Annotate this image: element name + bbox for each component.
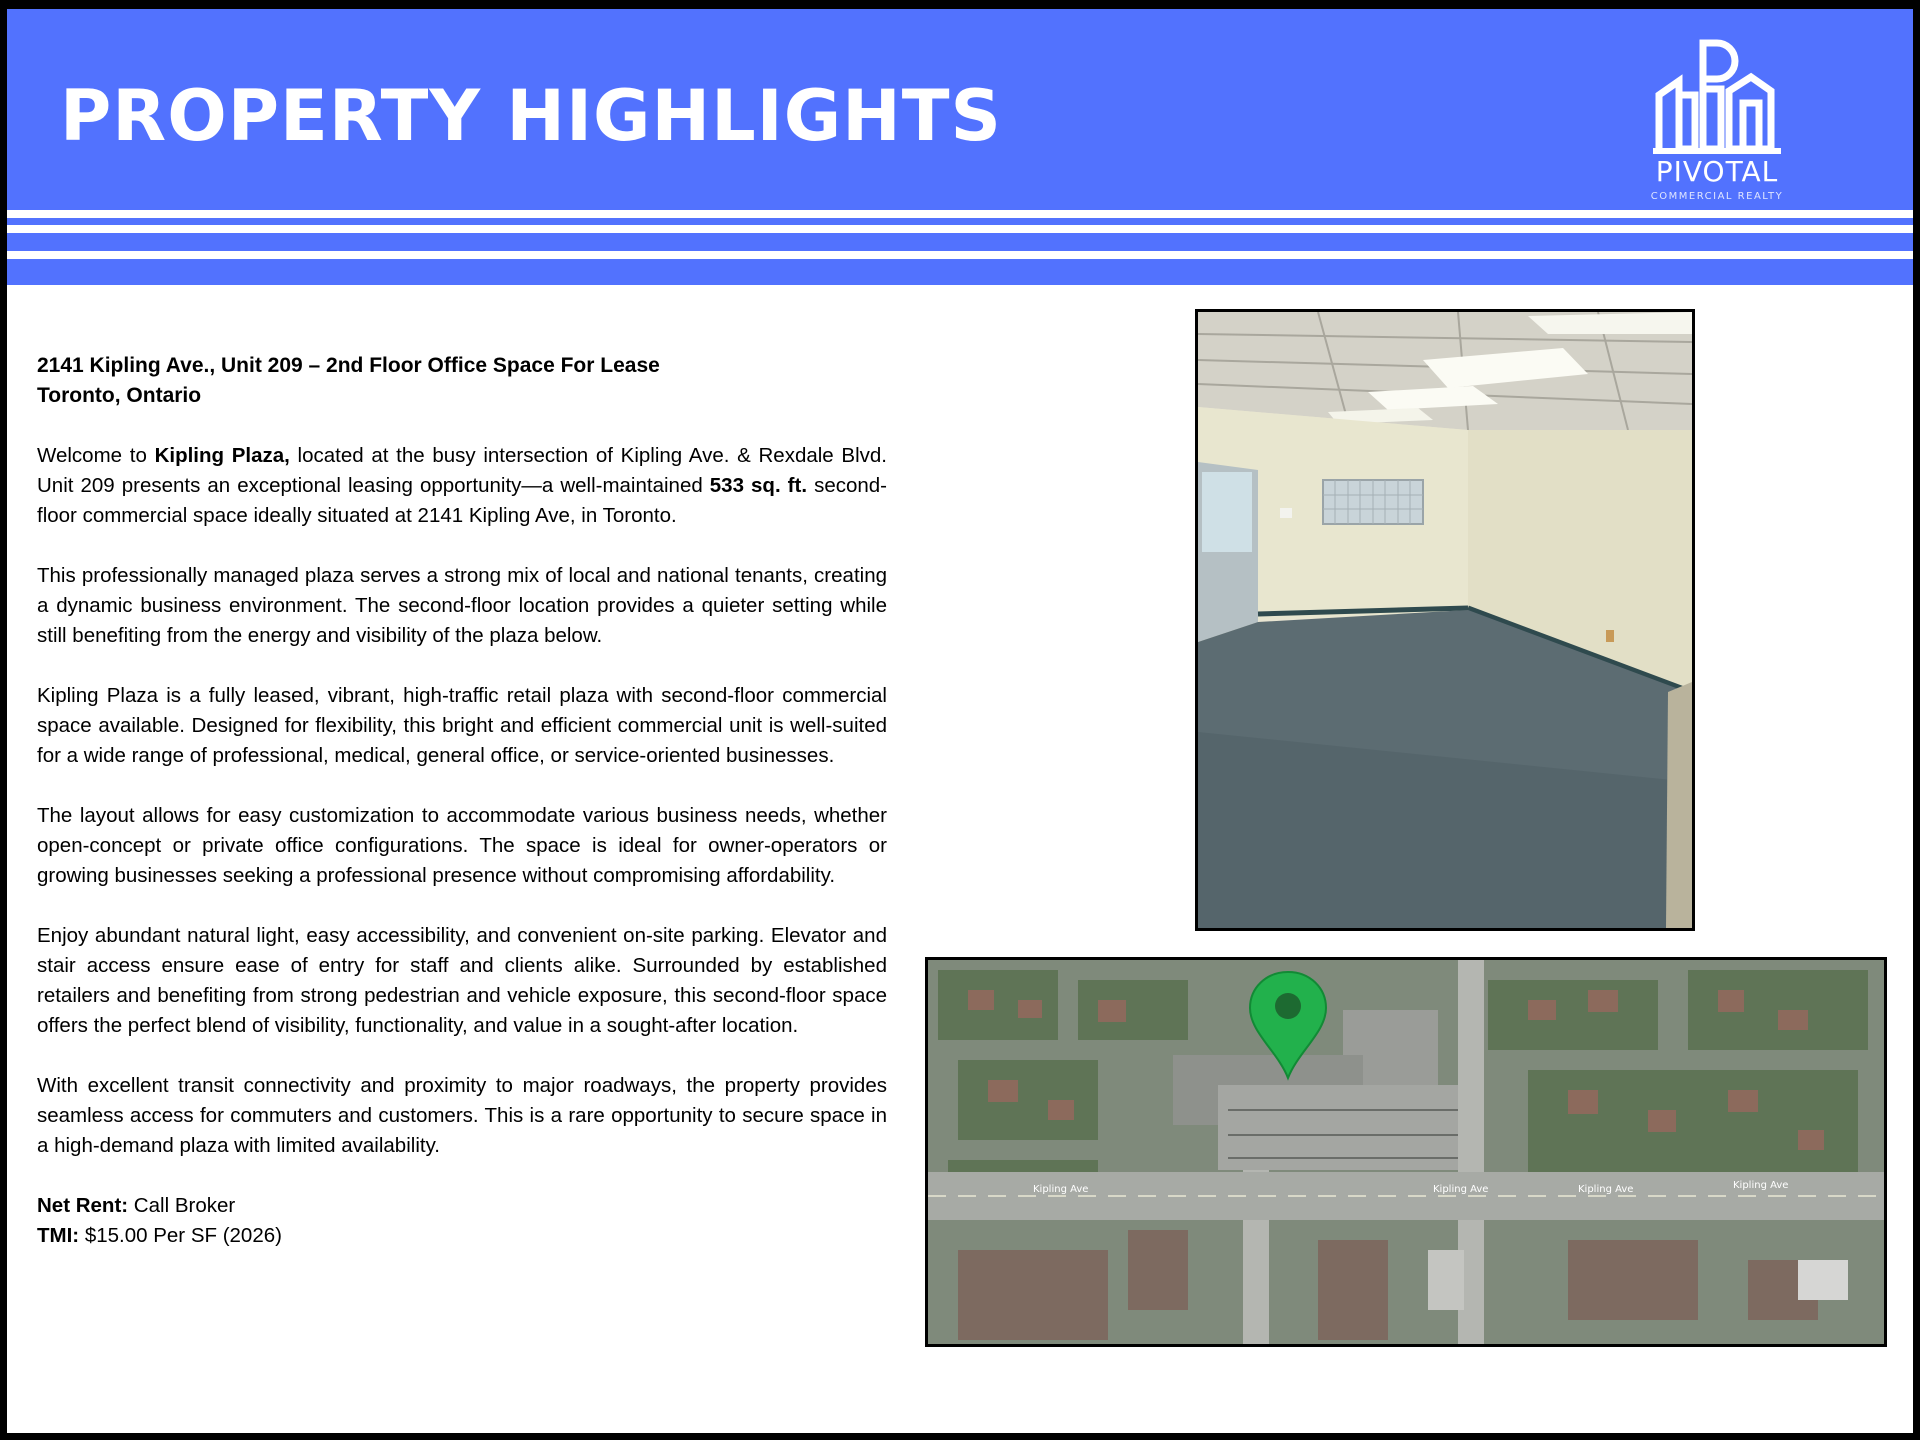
street-label: Kipling Ave xyxy=(1578,1184,1634,1195)
header-stripe xyxy=(7,251,1913,259)
listing-title: 2141 Kipling Ave., Unit 209 – 2nd Floor Office Space For Lease xyxy=(37,354,660,377)
logo-tagline: COMMERCIAL REALTY xyxy=(1650,191,1784,202)
aerial-map xyxy=(925,957,1887,1347)
building-logo-icon xyxy=(1653,37,1781,155)
brochure-page xyxy=(7,9,1913,1433)
intro-text: located at the busy intersection of Kipling Ave. & Rexdale Blvd. Unit 209 presents an exceptional leasing opportunity—a well-maintained xyxy=(37,444,887,497)
net-rent-row xyxy=(37,1191,887,1221)
net-rent-label: Net Rent: xyxy=(37,1194,129,1217)
page-title: PROPERTY HIGHLIGHTS xyxy=(60,75,1002,157)
listing-description xyxy=(37,351,887,1251)
layout-paragraph: The layout allows for easy customization to accommodate various business needs, whether open-concept or private office configurations. The space is ideal for owner-operators or growing businesses seeking a professional presence without compromising affordability. xyxy=(37,804,887,887)
tenants-paragraph: This professionally managed plaza serves a strong mix of local and national tenants, creating a dynamic business environment. The second-floor location provides a quieter setting while still benefiting from the energy and visibility of the plaza below. xyxy=(37,564,887,647)
net-rent-value: Call Broker xyxy=(128,1194,236,1217)
tmi-label: TMI: xyxy=(37,1224,80,1247)
tmi-row xyxy=(37,1221,887,1251)
plaza-name: Kipling Plaza, xyxy=(154,444,290,467)
lease-details xyxy=(37,1191,887,1251)
amenities-paragraph: Enjoy abundant natural light, easy accessibility, and convenient on-site parking. Elevator and stair access ensure ease of entry for staff and clients alike. Surrounded by established retailers and benefiting from strong pedestrian and vehicle exposure, this second-floor space offers the perfect blend of visibility, functionality, and value in a sought-after location. xyxy=(37,924,887,1037)
header-stripe xyxy=(7,210,1913,218)
intro-text: Welcome to xyxy=(37,444,155,467)
street-label: Kipling Ave xyxy=(1733,1180,1789,1191)
header-stripe xyxy=(7,225,1913,233)
listing-location: Toronto, Ontario xyxy=(37,384,202,407)
logo-wordmark: PIVOTAL xyxy=(1655,155,1779,188)
street-label: Kipling Ave xyxy=(1433,1184,1489,1195)
transit-paragraph: With excellent transit connectivity and proximity to major roadways, the property provides seamless access for commuters and customers. This is a rare opportunity to secure space in a high-demand plaza with limited availability. xyxy=(37,1074,887,1157)
street-label: Kipling Ave xyxy=(1033,1184,1089,1195)
header-banner xyxy=(7,9,1913,285)
plaza-paragraph: Kipling Plaza is a fully leased, vibrant, high-traffic retail plaza with second-floor commercial space available. Designed for flexibility, this bright and efficient commercial unit is well-suited for a wide range of professional, medical, general office, or service-oriented businesses. xyxy=(37,684,887,767)
intro-paragraph xyxy=(37,441,887,531)
interior-photo xyxy=(1195,309,1695,931)
intro-text: second-floor commercial space ideally situated at 2141 Kipling Ave, in Toronto. xyxy=(37,474,887,527)
tmi-value: $15.00 Per SF (2026) xyxy=(79,1224,282,1247)
pivotal-logo xyxy=(1637,37,1797,207)
unit-size: 533 sq. ft. xyxy=(709,474,808,497)
